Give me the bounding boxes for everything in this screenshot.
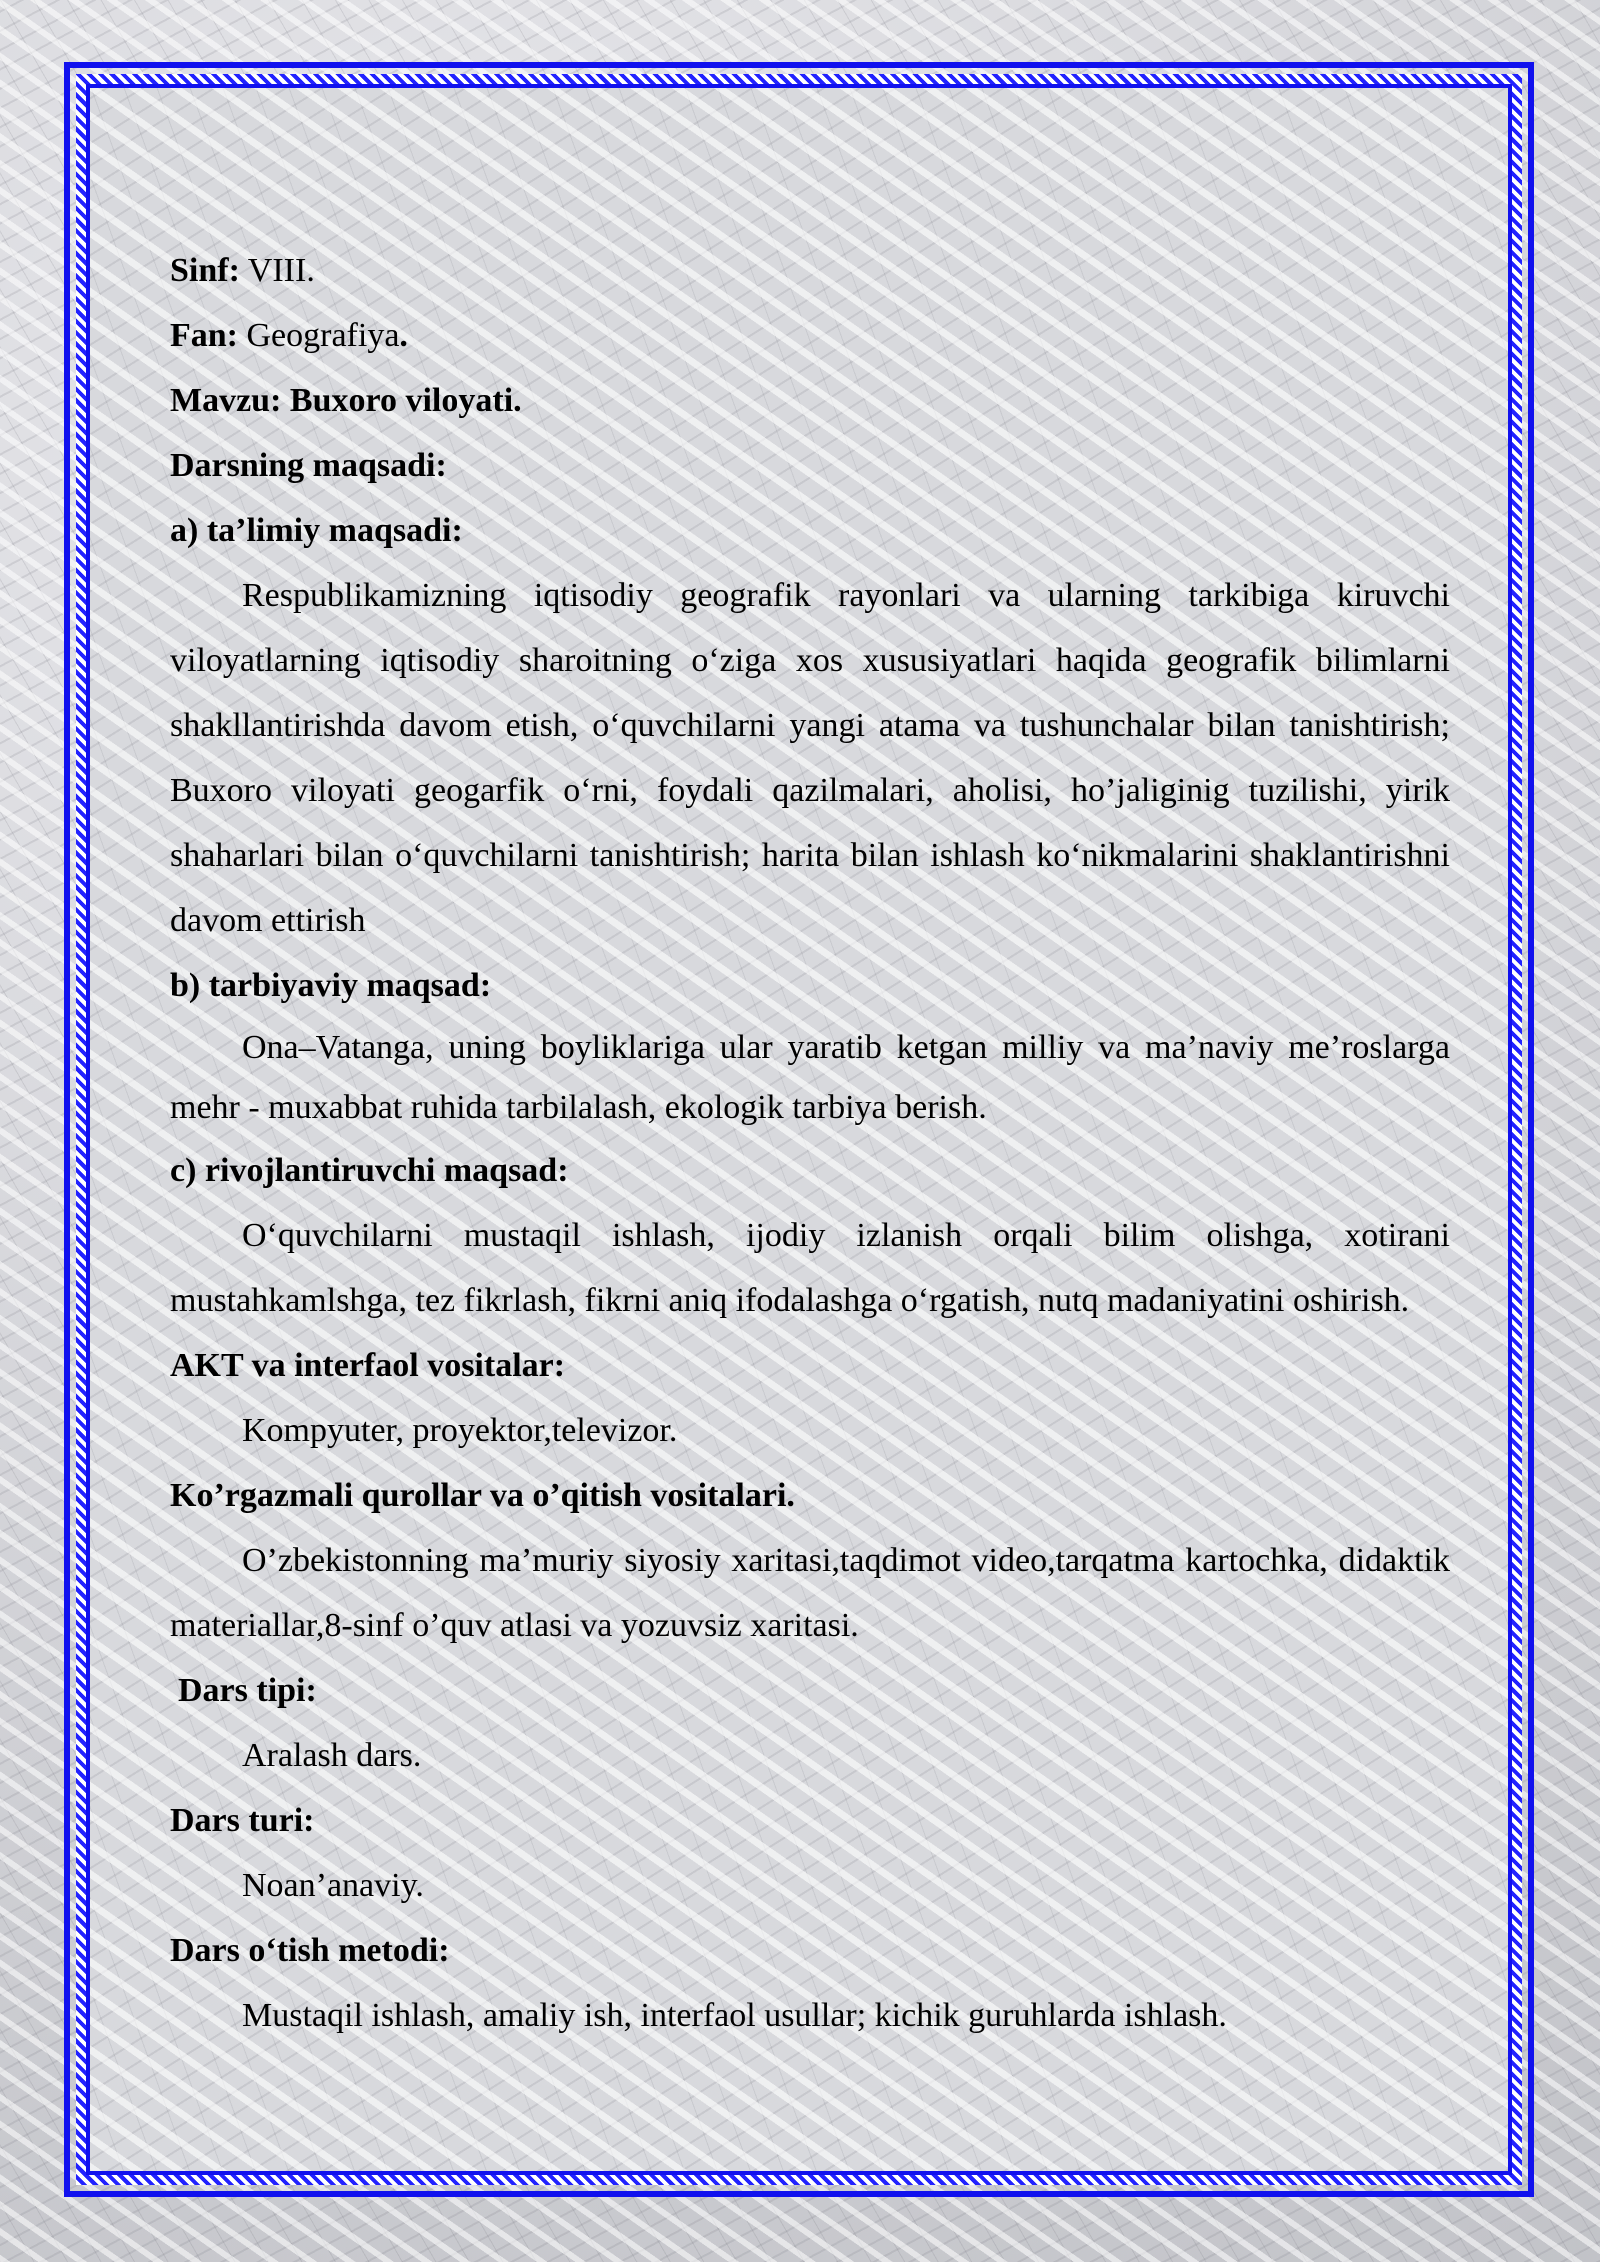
talimiy-heading: a) ta’limiy maqsadi: [170,512,463,549]
rivojlantiruvchi-text: O‘quvchilarni mustaqil ishlash, ijodiy izlanish orqali bilim olishga, xotirani mustahkamlshga, tez fikrlash, fikrni aniq ifodalashga o‘rgatish, nutq madaniyatini oshirish. [170,1217,1450,1319]
sinf-value: VIII. [239,252,315,289]
metod-heading: Dars o‘tish metodi: [170,1932,450,1969]
fan-dot: . [399,317,408,354]
dars-tipi-heading: Dars tipi: [178,1672,317,1709]
metod-text: Mustaqil ishlash, amaliy ish, interfaol usullar; kichik guruhlarda ishlash. [242,1997,1227,2034]
fan-line [170,303,1450,368]
korgazmali-heading: Ko’rgazmali qurollar va o’qitish vositalari. [170,1477,795,1514]
korgazmali-text: O’zbekistonning ma’muriy siyosiy xaritasi,taqdimot video,tarqatma kartochka, didaktik materiallar,8-sinf o’quv atlasi va yozuvsiz xaritasi. [170,1542,1450,1644]
dars-tipi-text: Aralash dars. [242,1737,422,1774]
tarbiyaviy-text: Ona–Vatanga, uning boyliklariga ular yaratib ketgan milliy va ma’naviy me’roslarga mehr - muxabbat ruhida tarbilalash, ekologik tarbiya berish. [170,1029,1450,1126]
akt-heading: AKT va interfaol vositalar: [170,1347,566,1384]
dars-turi-heading: Dars turi: [170,1802,315,1839]
fan-value: Geografiya [238,317,400,354]
talimiy-text: Respublikamizning iqtisodiy geografik rayonlari va ularning tarkibiga kiruvchi viloyatlarning iqtisodiy sharoitning o‘ziga xos xususiyatlari haqida geografik bilimlarni shakllantirishda davom etish, o‘quvchilarni yangi atama va tushunchalar bilan tanishtirish; Buxoro viloyati geogarfik o‘rni, foydali qazilmalari, aholisi, ho’jaliginig tuzilishi, yirik shaharlari bilan o‘quvchilarni tanishtirish; harita bilan ishlash ko‘nikmalarini shaklantirishni davom ettirish [170,577,1450,939]
dars-turi-text: Noan’anaviy. [242,1867,424,1904]
lesson-plan [170,238,1450,2048]
sinf-label: Sinf: [170,252,240,289]
rivojlantiruvchi-heading: c) rivojlantiruvchi maqsad: [170,1152,569,1189]
fan-label: Fan: [170,317,238,354]
sinf-line [170,238,1450,303]
tarbiyaviy-heading: b) tarbiyaviy maqsad: [170,967,492,1004]
akt-text: Kompyuter, proyektor,televizor. [242,1412,678,1449]
mavzu-line: Mavzu: Buxoro viloyati. [170,382,522,419]
maqsad-heading: Darsning maqsadi: [170,447,447,484]
